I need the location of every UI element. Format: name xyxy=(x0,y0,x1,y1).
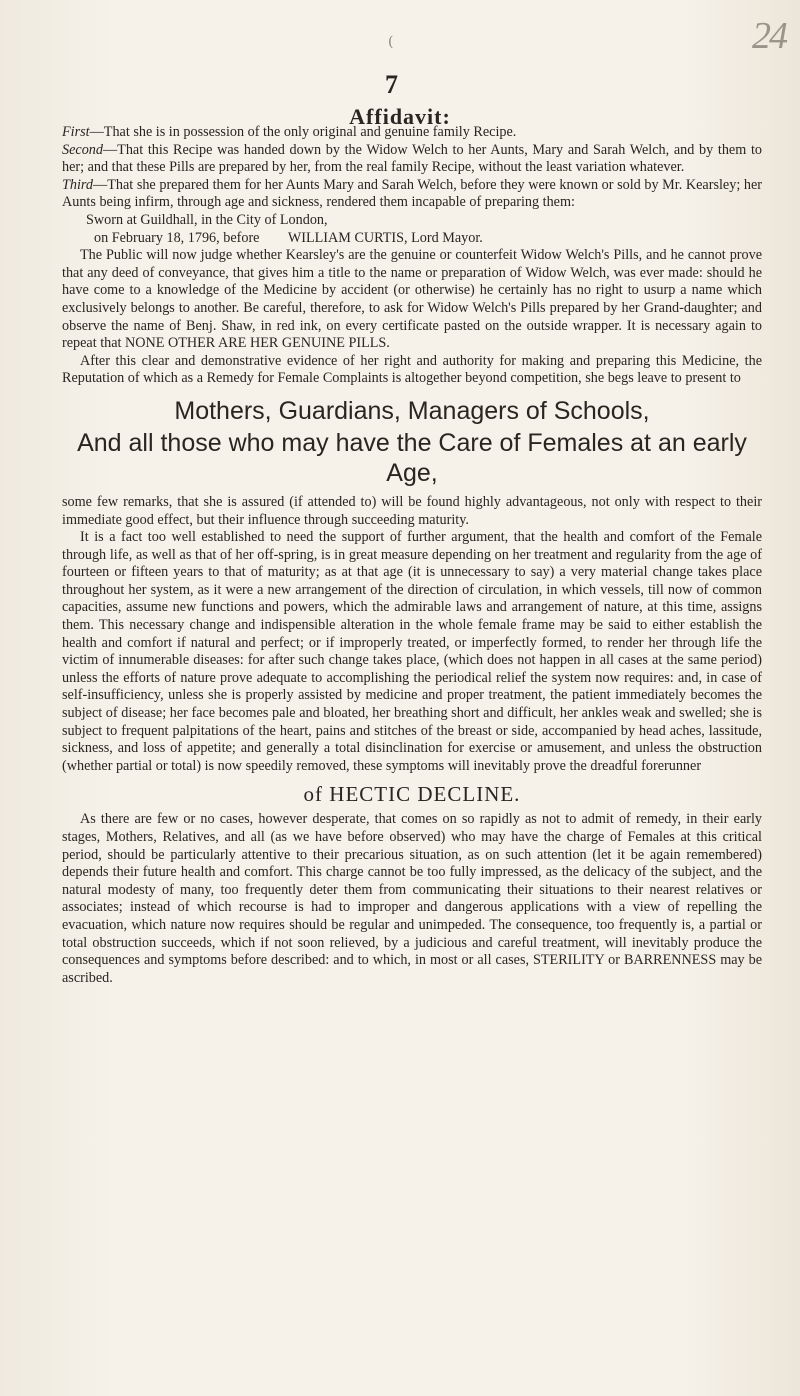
body-text xyxy=(62,124,762,987)
affidavit-first xyxy=(62,124,762,142)
hectic-decline-heading: of HECTIC DECLINE. xyxy=(303,782,521,807)
third-label: Third xyxy=(62,176,94,193)
corner-mark: 24 xyxy=(752,15,786,57)
date-line xyxy=(62,230,762,248)
affidavit-second xyxy=(62,142,762,177)
second-text: —That this Recipe was handed down by the Widow Welch to her Aunts, Mary and Sarah Welch, and by them to her; and that these Pills are prepared by her, from the real family Recipe, without the least variation whatever. xyxy=(62,141,762,176)
paragraph-after: After this clear and demonstrative evidence of her right and authority for making and preparing this Medicine, the Reputation of which as a Remedy for Female Complaints is altogether beyond competition, she begs leave to present to xyxy=(62,352,762,387)
first-text: —That she is in possession of the only original and genuine family Recipe. xyxy=(89,124,517,140)
paragraph-fact: It is a fact too well established to need the support of further argument, that the health and comfort of the Female through life, as well as that of her off-spring, is in great measure depending on her treatment and regularity from the age of fourteen or fifteen years to that of maturity; as at that age (it is unnecessary to say) a very material change takes place throughout her system, as it were a new arrangement of the direction of circulation, in which vessels, till now of common capacities, assume new functions and powers, which the admirable laws and arrangement of nature, at this time, assigns them. This necessary change and indispensible alteration in the whole female frame may be said to either establish the health and comfort if natural and perfect; or if improperly treated, or imperfectly formed, to render her through life the victim of innumerable diseases: for after such change takes place, (which does not happen in all cases at the same period) unless the efforts of nature prove adequate to accomplishing the periodical relief the system now requires: and, in case of self-insufficiency, unless she is properly assisted by medicine and proper treatment, the patient immediately becomes the subject of disease; her face becomes pale and bloated, her breathing short and difficult, her ankles weak and swelled; she is subject to frequent palpitations of the heart, pains and stitches of the breast or side, accompanied by head aches, lassitude, sickness, and loss of appetite; and generally a total disinclination for exercise or amusement, and unless the obstruction (whether partial or total) is now speedily removed, these symptoms will inevitably prove the dreadful forerunner xyxy=(62,529,762,774)
affidavit-third xyxy=(62,177,762,212)
third-text: —That she prepared them for her Aunts Mary and Sarah Welch, before they were known or sold by Mr. Kearsley; her Aunts being infirm, through age and sickness, rendered them incapable of preparing them: xyxy=(62,176,762,211)
opening-parenthesis: ( xyxy=(388,34,394,50)
sworn-line: Sworn at Guildhall, in the City of London, xyxy=(86,211,328,228)
sub-heading-females: And all those who may have the Care of Females at an early Age, xyxy=(77,428,747,487)
page-number: 7 xyxy=(385,70,398,99)
paragraph-public: The Public will now judge whether Kearsley's are the genuine or counterfeit Widow Welch's Pills, and he cannot prove that any deed of conveyance, that gives him a title to the name or preparation of Widow Welch, was ever made: should he have come to a knowledge of the Medicine by accident (or otherwise) he certainly has no right to usurp a name which exclusively belongs to another. Be careful, therefore, to ask for Widow Welch's Pills prepared by her Grand-daughter; and observe the name of Benj. Shaw, in red ink, on every certificate pasted on the outside wrapper. It is necessary again to repeat that NONE OTHER ARE HER GENUINE PILLS. xyxy=(62,247,762,352)
first-label: First xyxy=(62,124,90,140)
affidavit-heading: Affidavit: xyxy=(349,104,451,129)
paragraph-cases: As there are few or no cases, however desperate, that comes on so rapidly as not to admit of remedy, in their early stages, Mothers, Relatives, and all (as we have before observed) who may have the charge of Females at this critical period, should be particularly attentive to their precarious situation, as on such attention (let it be again remembered) depends their future health and comfort. This charge cannot be too fully impressed, as the delicacy of the subject, and the natural modesty of many, too frequently deter them from communicating their situations to their nearest relatives or associates; instead of which recourse is had to improper and dangerous applications with a view of repelling the evacuation, which nature now requires should be regular and unimpeded. The consequence, too frequently is, a partial or total obstruction succeeds, which if not soon relieved, by a judicious and careful treatment, will inevitably produce the consequences and symptoms before described: and to which, in most or all cases, STERILITY or BARRENNESS may be ascribed. xyxy=(62,811,762,986)
sub-heading-mothers: Mothers, Guardians, Managers of Schools, xyxy=(174,396,650,425)
paragraph-remarks: some few remarks, that she is assured (if attended to) will be found highly advantageous, not only with respect to their immediate good effect, but their influence through succeeding maturity. xyxy=(62,493,762,528)
mayor-signature: WILLIAM CURTIS, Lord Mayor. xyxy=(287,229,483,246)
date-text: on February 18, 1796, before xyxy=(94,229,260,246)
second-label: Second xyxy=(62,141,103,158)
